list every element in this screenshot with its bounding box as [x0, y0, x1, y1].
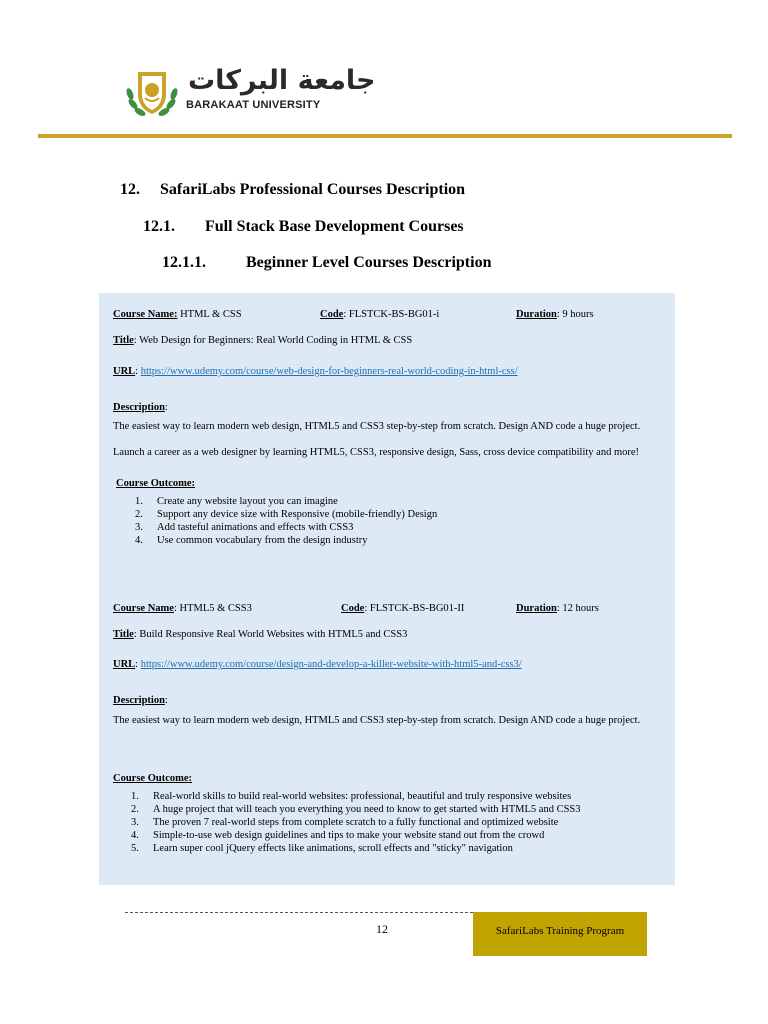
university-name: BARAKAAT UNIVERSITY	[186, 99, 321, 111]
heading-text: SafariLabs Professional Courses Description	[160, 181, 466, 198]
course-2-title: Title: Build Responsive Real World Websites with HTML5 and CSS3	[113, 629, 408, 640]
list-item: 3. The proven 7 real-world steps from complete scratch to a fully functional and optimized website	[131, 817, 559, 828]
course-1-outcome-list	[135, 495, 437, 547]
course-1-title: Title: Web Design for Beginners: Real World Coding in HTML & CSS	[113, 335, 413, 346]
header-divider	[38, 134, 732, 138]
footer-program-label: SafariLabs Training Program	[495, 925, 625, 937]
heading-text: Beginner Level Courses Description	[246, 254, 492, 271]
list-item: 2. Support any device size with Responsive (mobile-friendly) Design	[135, 509, 438, 520]
section-heading-12	[120, 181, 465, 199]
course-duration: Duration: 12 hours	[516, 603, 599, 614]
course-2-meta: Course Name: HTML5 & CSS3 Code: FLSTCK-BS-BG01-II Duration: 12 hours	[113, 603, 599, 614]
course-2-outcome-label: Course Outcome:	[113, 773, 193, 784]
course-2-description-p1: The easiest way to learn modern web design, HTML5 and CSS3 step-by-step from scratch. Design AND code a huge project.	[113, 715, 641, 726]
course-url-link[interactable]: https://www.udemy.com/course/design-and-develop-a-killer-website-with-html5-and-css3/	[140, 659, 522, 670]
course-2-url-row: URL: https://www.udemy.com/course/design-and-develop-a-killer-website-with-html5-and-css3/	[113, 659, 522, 670]
heading-text: Full Stack Base Development Courses	[205, 218, 464, 235]
list-item: 3. Add tasteful animations and effects with CSS3	[135, 522, 354, 533]
course-url-link[interactable]: https://www.udemy.com/course/web-design-for-beginners-real-world-coding-in-html-css/	[140, 366, 518, 377]
course-2-outcome-list	[131, 790, 581, 855]
course-2-description-label: Description:	[113, 695, 168, 706]
heading-number: 12.	[120, 181, 140, 198]
university-logo	[124, 64, 180, 120]
footer-program-box	[473, 912, 647, 956]
course-name-label: Course Name:	[113, 309, 178, 320]
list-item: 4. Use common vocabulary from the design industry	[135, 535, 368, 546]
course-name-value: HTML5 & CSS3	[179, 603, 252, 614]
course-1-description-p2: Launch a career as a web designer by learning HTML5, CSS3, responsive design, Sass, cross device compatibility and more!	[113, 447, 640, 458]
university-arabic-name: جامعة البركات	[188, 65, 376, 96]
list-item: 2. A huge project that will teach you everything you need to know to get started with HTML5 and CSS3	[131, 804, 581, 815]
course-code: Code: FLSTCK-BS-BG01-i	[320, 309, 440, 320]
list-item: 5. Learn super cool jQuery effects like animations, scroll effects and "sticky" navigation	[131, 843, 513, 854]
course-1-meta	[113, 308, 661, 321]
list-item: 1. Real-world skills to build real-world websites: professional, beautiful and truly responsive websites	[131, 791, 572, 802]
course-name-label: Course Name	[113, 603, 174, 614]
course-name-value: HTML & CSS	[180, 309, 242, 320]
course-1-description-label: Description:	[113, 402, 168, 413]
section-heading-12-1-1	[162, 254, 491, 272]
course-duration: Duration: 9 hours	[516, 309, 594, 320]
footer-divider	[125, 912, 473, 913]
section-heading-12-1	[143, 218, 464, 236]
course-panel	[99, 293, 675, 885]
course-1-outcome-label: Course Outcome:	[116, 478, 196, 489]
heading-number: 12.1.1.	[162, 254, 206, 271]
course-1-description-p1: The easiest way to learn modern web design, HTML5 and CSS3 step-by-step from scratch. Design AND code a huge project.	[113, 421, 641, 432]
list-item: 4. Simple-to-use web design guidelines and tips to make your website stand out from the crowd	[131, 830, 545, 841]
heading-number: 12.1.	[143, 218, 175, 235]
course-1-url-row: URL: https://www.udemy.com/course/web-design-for-beginners-real-world-coding-in-html-css/	[113, 366, 518, 377]
page-number: 12	[376, 922, 388, 936]
list-item: 1. Create any website layout you can imagine	[135, 496, 338, 507]
course-code: Code: FLSTCK-BS-BG01-II	[341, 603, 465, 614]
